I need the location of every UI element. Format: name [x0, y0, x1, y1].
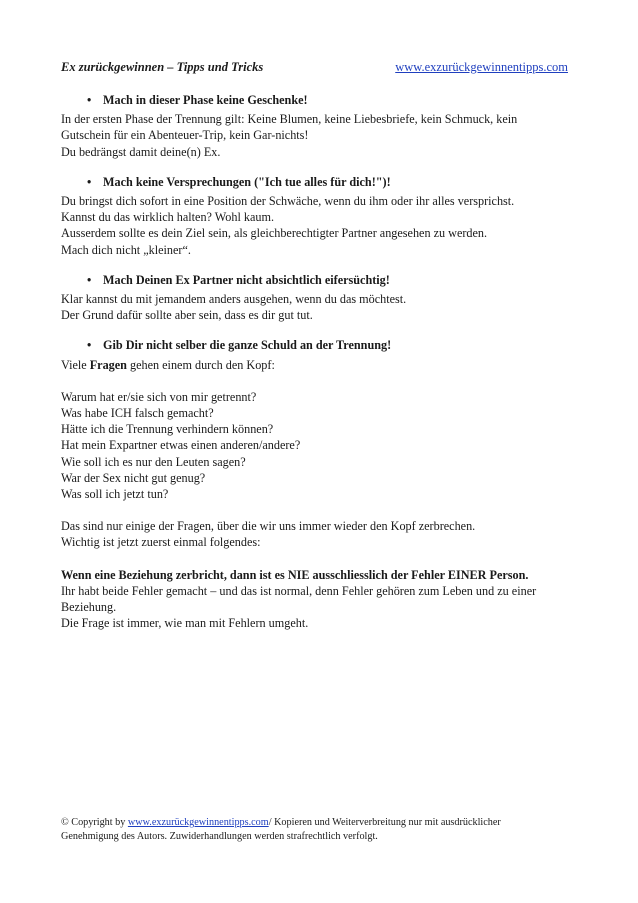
header-website-link[interactable]: www.exzurückgewinnentipps.com: [395, 60, 568, 74]
section-text-gifts: In der ersten Phase der Trennung gilt: Keine Blumen, keine Liebesbriefe, kein Schmuck, kein Gutschein für ein Abenteuer-Trip, kein Gar-nichts! Du bedrängst damit deine(n) Ex.: [61, 112, 518, 159]
bullet-icon: •: [87, 338, 92, 353]
list-item: Hätte ich die Trennung verhindern können?: [61, 422, 274, 437]
list-item: War der Sex nicht gut genug?: [61, 470, 206, 485]
section-text-blame: Viele Fragen gehen einem durch den Kopf: Warum hat er/sie sich von mir getrennt? Was habe ICH falsch gemacht? Hätte ich die Trennung verhindern können? Hat mein Expartner etwas einen anderen/andere? Wie soll ich es nur den Leuten sagen? War der Sex nicht gut genug? Was soll ich jetzt tun? Das sind nur einige der Fragen, über die wir uns immer wieder den Kopf zerbrechen. Wichtig ist jetzt zuerst einmal folgendes: Wenn eine Beziehung zerbricht, dann ist es NIE ausschliesslich der Fehler EINER Person. Ihr habt beide Fehler gemacht – und das ist normal, denn Fehler gehören zum Leben und zu einer Beziehung. Die Frage ist immer, wie man mit Fehlern umgeht.: [61, 357, 571, 632]
list-item: Hat mein Expartner etwas einen anderen/andere?: [61, 438, 301, 453]
header-title: Ex zurückgewinnen – Tipps und Tricks: [61, 60, 264, 74]
section-heading-jealousy: • Mach Deinen Ex Partner nicht absichtlich eifersüchtig!: [87, 272, 390, 287]
page-footer: [61, 816, 561, 844]
list-item: Wie soll ich es nur den Leuten sagen?: [61, 454, 246, 469]
questions-intro: Viele Fragen gehen einem durch den Kopf:: [61, 357, 275, 372]
list-item: Was soll ich jetzt tun?: [61, 487, 169, 502]
section-text-promises: Du bringst dich sofort in eine Position der Schwäche, wenn du ihm oder ihr alles versprichst. Kannst du das wirklich halten? Wohl kaum. Ausserdem sollte es dein Ziel sein, als gleichberechtigter Partner angesehen zu werden. Mach dich nicht „kleiner“.: [61, 194, 515, 257]
list-item: Warum hat er/sie sich von mir getrennt?: [61, 389, 257, 404]
section-heading-promises: • Mach keine Versprechungen ("Ich tue alles für dich!")!: [87, 174, 391, 189]
copyright-notice: Genehmigung des Autors. Zuwiderhandlungen werden strafrechtlich verfolgt.: [61, 831, 378, 842]
bullet-icon: •: [87, 93, 92, 107]
copyright-line: © Copyright by www.exzurückgewinnentipps.com/ Kopieren und Weiterverbreitung nur mit ausdrücklicher: [61, 817, 501, 828]
page-header: [61, 60, 568, 78]
section-heading-gifts: • Mach in dieser Phase keine Geschenke!: [87, 93, 308, 107]
footer-website-link[interactable]: www.exzurückgewinnentipps.com: [127, 817, 269, 828]
bullet-icon: •: [87, 272, 92, 287]
section-heading-blame: • Gib Dir nicht selber die ganze Schuld an der Trennung!: [87, 338, 392, 353]
document-body: [61, 92, 571, 631]
questions-list: [61, 389, 571, 502]
key-statement: Wenn eine Beziehung zerbricht, dann ist es NIE ausschliesslich der Fehler EINER Person.: [61, 567, 529, 582]
section-text-jealousy: Klar kannst du mit jemandem anders ausgehen, wenn du das möchtest. Der Grund dafür sollte aber sein, dass es dir gut tut.: [61, 292, 407, 323]
bullet-icon: •: [87, 174, 92, 189]
list-item: Was habe ICH falsch gemacht?: [61, 406, 214, 421]
